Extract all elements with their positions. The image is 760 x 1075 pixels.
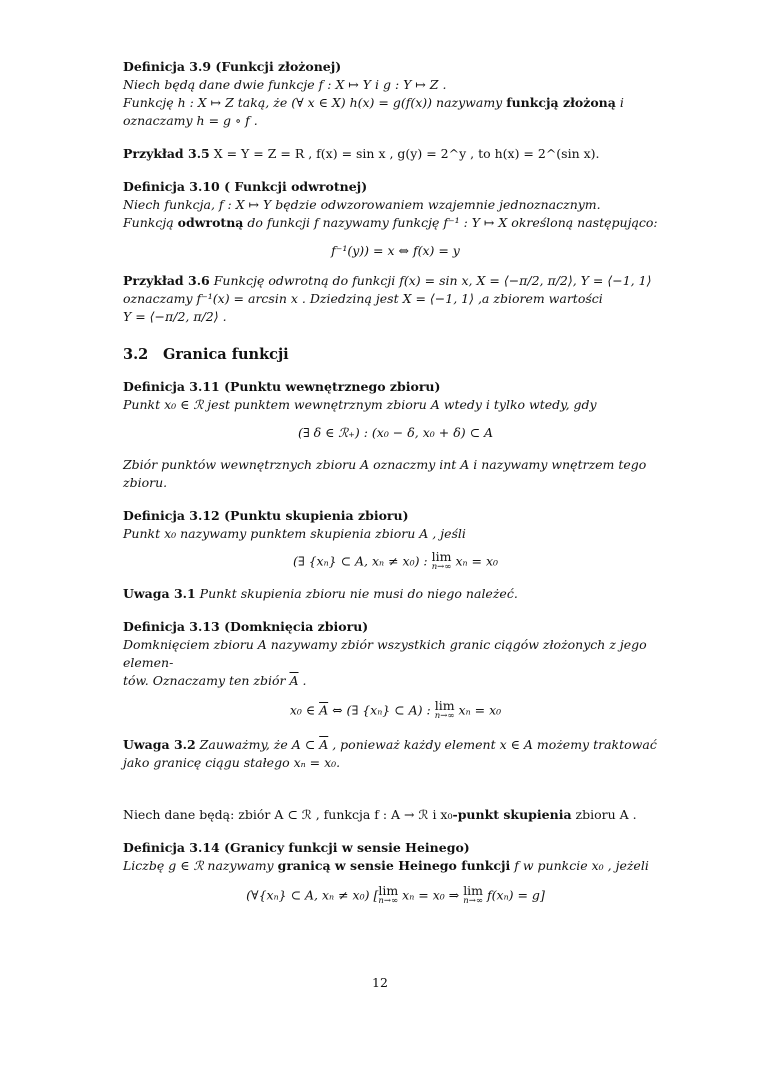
def-3-13-formula-c: xₙ = x₀ [454,702,502,718]
lim-text: lim [431,549,452,564]
ex-3-6-line3: Y = ⟨−π/2, π/2⟩ . [123,309,227,324]
def-3-14-line1 [123,857,668,875]
rem-3-2-heading: Uwaga 3.2 [123,737,196,752]
ex-3-5-heading: Przykład 3.5 [123,146,210,161]
rem-3-2-line1 [123,736,668,754]
def-3-13-line2-a: tów. Oznaczamy ten zbiór [123,673,290,688]
def-3-13-line2 [123,672,668,690]
def-3-14-heading: Definicja 3.14 (Granicy funkcji w sensie Heinego) [123,840,470,855]
def-3-12-formula-a: (∃ {xₙ} ⊂ A, xₙ ≠ x₀) : [292,553,432,569]
intro-paragraph [123,806,668,824]
lim-text: lim [434,698,455,713]
def-3-10-heading: Definicja 3.10 ( Funkcji odwrotnej) [123,179,368,194]
def-3-9-line2-c: i [615,95,624,110]
def-3-11-line1: Punkt x₀ ∈ ℛ jest punktem wewnętrznym zbioru A wtedy i tylko wtedy, gdy [123,397,597,412]
ex-3-5 [123,145,668,163]
ex-3-6-line1-text: Funkcję odwrotną do funkcji f(x) = sin x, X = ⟨−π/2, π/2⟩, Y = ⟨−1, 1⟩ [209,273,652,288]
def-3-14-line1-c: f w punkcie x₀ , jeżeli [510,858,649,873]
ex-3-6-line1 [123,272,668,290]
rem-3-1 [123,585,668,603]
def-3-14-formula-c: f(xₙ) = g] [483,887,545,903]
lim-operator [435,700,455,722]
def-3-11-heading: Definicja 3.11 (Punktu wewnętrznego zbioru) [123,379,441,394]
def-3-10-line2-a: Funkcją [123,215,178,230]
lim-operator [463,885,483,907]
def-3-14-formula [123,885,668,907]
def-3-13-formula-a: x₀ ∈ [289,702,320,718]
closure-symbol: $\overline{A}$ [289,673,299,688]
def-3-14-line1-a: Liczbę g ∈ ℛ nazywamy [123,858,278,873]
def-3-14-term: granicą w sensie Heinego funkcji [277,858,511,873]
def-3-13-formula-b: ⇔ (∃ {xₙ} ⊂ A) : [328,702,435,718]
rem-3-2-line1-a: Zauważmy, że A ⊂ [195,737,320,752]
ex-3-6-heading: Przykład 3.6 [123,273,210,288]
section-number: 3.2 [123,346,149,363]
def-3-10-term: odwrotną [177,215,244,230]
def-3-10-line1: Niech funkcja, f : X ↦ Y będzie odwzorowaniem wzajemnie jednoznacznym. [123,197,601,212]
def-3-14-formula-b: xₙ = x₀ ⇒ [398,887,464,903]
def-3-14-formula-a: (∀{xₙ} ⊂ A, xₙ ≠ x₀) [ [246,887,379,903]
def-3-12-heading: Definicja 3.12 (Punktu skupienia zbioru) [123,508,409,523]
def-3-10-line2 [123,214,668,232]
def-3-13-formula [123,700,668,722]
def-3-9-line3: oznaczamy h = g ∘ f . [123,113,258,128]
rem-3-1-heading: Uwaga 3.1 [123,586,196,601]
intro-text-a: Niech dane będą: zbiór A ⊂ ℛ , funkcja f : A → ℛ i x₀ [123,807,453,822]
def-3-11-after: Zbiór punktów wewnętrznych zbioru A oznaczmy int A i nazywamy wnętrzem tego zbioru. [123,457,647,490]
lim-subscript: n→∞ [434,711,455,721]
closure-symbol: $\overline{A}$ [319,702,329,718]
lim-subscript: n→∞ [431,562,452,572]
ex-3-6-line2: oznaczamy f⁻¹(x) = arcsin x . Dziedziną jest X = ⟨−1, 1⟩ ,a zbiorem wartości [123,291,603,306]
ex-3-5-text: X = Y = Z = R , f(x) = sin x , g(y) = 2^y , to h(x) = 2^(sin x). [209,146,600,161]
lim-operator [378,885,398,907]
section-title: Granica funkcji [163,346,289,363]
def-3-12-line1: Punkt x₀ nazywamy punktem skupienia zbioru A , jeśli [123,526,466,541]
lim-text: lim [378,883,399,898]
rem-3-1-text: Punkt skupienia zbioru nie musi do niego należeć. [195,586,518,601]
def-3-10-formula: f⁻¹(y)) = x ⇔ f(x) = y [331,243,460,258]
intro-term: -punkt skupienia [452,807,572,822]
def-3-13-line2-b: . [298,673,307,688]
lim-subscript: n→∞ [463,896,483,906]
lim-subscript: n→∞ [378,896,399,906]
def-3-10-line2-c: do funkcji f nazywamy funkcję f⁻¹ : Y ↦ X określoną następująco: [243,215,658,230]
def-3-13-line1: Domknięciem zbioru A nazywamy zbiór wszystkich granic ciągów złożonych z jego elemen- [123,637,647,670]
def-3-9-line1: Niech będą dane dwie funkcje f : X ↦ Y i g : Y ↦ Z . [123,77,447,92]
document-page [123,58,668,907]
rem-3-2-line2: jako granicę ciągu stałego xₙ = x₀. [123,755,341,770]
section-heading [123,346,668,364]
def-3-9-line2 [123,94,668,112]
def-3-12-formula [123,551,668,573]
def-3-11-formula: (∃ δ ∈ ℛ₊) : (x₀ − δ, x₀ + δ) ⊂ A [297,425,494,440]
lim-operator [432,551,452,573]
def-3-9-heading: Definicja 3.9 (Funkcji złożonej) [123,59,342,74]
lim-text: lim [463,883,484,898]
def-3-12-formula-b: xₙ = x₀ [451,553,499,569]
def-3-13-heading: Definicja 3.13 (Domknięcia zbioru) [123,619,369,634]
page-number: 12 [372,975,388,990]
rem-3-2-line1-b: , ponieważ każdy element x ∈ A możemy traktować [328,737,657,752]
def-3-9-line2-a: Funkcję h : X ↦ Z taką, że (∀ x ∈ X) h(x) = g(f(x)) nazywamy [123,95,507,110]
closure-symbol: $\overline{A}$ [319,737,329,752]
intro-text-c: zbioru A . [571,807,637,822]
def-3-9-term: funkcją złożoną [506,95,616,110]
